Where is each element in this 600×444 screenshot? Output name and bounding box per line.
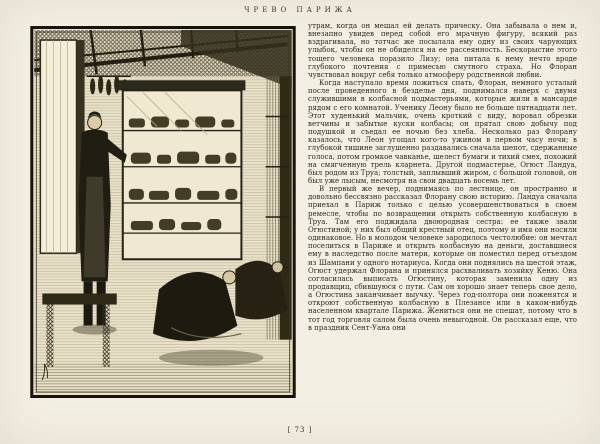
running-head: ЧРЕВО ПАРИЖА bbox=[244, 6, 356, 14]
paragraph-continuation: утрам, когда он мешал ей делать прическу. Она забывала о нем и, внезапно увидев перед собой его мрачную фигуру, всякий раз вздрагивала, но тотчас же посылала ему одну из своих чарующих улыбок, чтобы он не обиделся на ее рассеянность. Бескорыстие этого тощего человека поразило Лизу; она питала к нему нечто вроде глубокого почтения с примесью смутного страха. Но Флоран чувствовал вокруг себя только атмосферу родственной любви. bbox=[308, 22, 577, 79]
page-number: [ 73 ] bbox=[287, 426, 313, 434]
paragraph: Когда наступало время ложиться спать, Флоран, немного усталый после проведенного в безделье дня, поднимался наверх с двумя служившими в колбасной подмастерьями, которые жили в мансарде рядом с его комнатой. Ученику Леону было не больше пятнадцати лет. Этот худенький мальчик, очень кроткий с виду, воровал обрезки ветчины и забытые куски колбасы; он прятал свою добычу под подушкой и съедал ее ночью без хлеба. Несколько раз Флорану казалось, что Леон угощал кого-то ужином в первом часу ночи; в глубокой тишине заглушенно раздавались сначала шепот, сдержанные голоса, потом громкое чавканье, шелест бумаги и тихий смех, похожий на смягченную трель кларнета. Другой подмастерье, Огюст Ландуа, был родом из Труа; толстый, заплывший жиром, с большой головой, он был уже лысым, несмотря на свои двадцать восемь лет. bbox=[308, 79, 577, 185]
text-column bbox=[308, 22, 577, 422]
paragraph: В первый же вечер, поднимаясь по лестнице, он пространно и довольно бессвязно рассказал Флорану свою историю. Ландуа сначала приехал в Париж только с целью усовершенствоваться в своем ремесле, чтобы по возвращении открыть собственную колбасную в Труа. Там его поджидала двоюродная сестра: ее также звали Огюстиной; у них был общий крестный отец, поэтому и имя они носили одинаковое. Но в молодом человеке зародилось честолюбие: он мечтал поселиться в Париже и открыть колбасную на деньги, доставшиеся ему в наследство после матери, которые он поместил перед отъездом из Шампани у одного нотариуса. Когда они поднялись на шестой этаж, Огюст удержал Флорана и принялся расхваливать хозяйку Кеню. Она согласилась выписать Огюстину, которая заменила одну из продавщиц, сбившуюся с пути. Сам он хорошо знает теперь свое дело, а Огюстина заканчивает выучку. Через год-полтора они поженятся и откроют собственную колбасную в Плезансе или в каком-нибудь населенном квартале Парижа. Жениться они не спешат, потому что в тот год торговля салом была очень невыгодной. Он рассказал еще, что в праздник Сент-Уана они bbox=[308, 185, 577, 332]
engraving-illustration bbox=[30, 26, 296, 398]
engraving-scene bbox=[30, 26, 296, 398]
